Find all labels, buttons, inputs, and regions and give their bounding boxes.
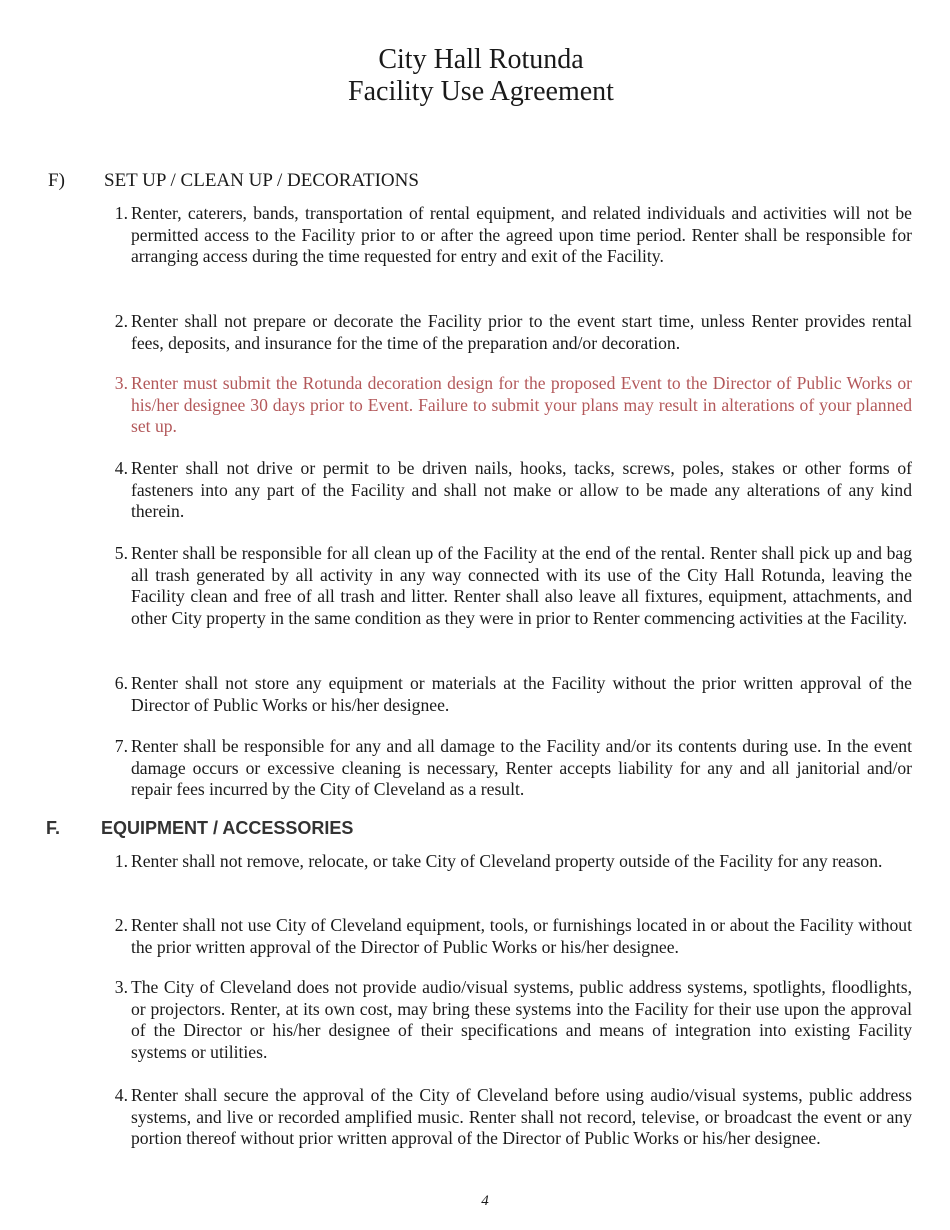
list-item-text: Renter shall not remove, relocate, or take City of Cleveland property outside of the Facility for any reason.: [131, 851, 883, 871]
list-item: [100, 1085, 912, 1150]
list-item: [100, 736, 912, 801]
list-item-text: Renter shall not use City of Cleveland equipment, tools, or furnishings located in or about the Facility without the prior written approval of the Director of Public Works or his/her designee.: [131, 915, 912, 957]
list-item-number: 3.: [114, 373, 128, 393]
list-item-text: Renter shall be responsible for any and all damage to the Facility and/or its contents during use. In the event damage occurs or excessive cleaning is necessary, Renter accepts liability for any and all janitorial and/or repair fees incurred by the City of Cleveland as a result.: [131, 736, 912, 800]
list-item-number: 6.: [114, 673, 128, 693]
list-item: [100, 673, 912, 716]
list-item-text: Renter shall not prepare or decorate the Facility prior to the event start time, unless Renter provides rental fees, deposits, and insurance for the time of the preparation and/or decoration.: [131, 311, 912, 353]
section-heading: SET UP / CLEAN UP / DECORATIONS: [104, 170, 419, 191]
list-item-text: The City of Cleveland does not provide audio/visual systems, public address systems, spotlights, floodlights, or projectors. Renter, at its own cost, may bring these systems into the Facility for their use upon the approval of the Director or his/her designee of their specifications and means of integration into existing Facility systems or utilities.: [131, 977, 912, 1062]
list-item: [100, 915, 912, 958]
page-number: 4: [481, 1193, 489, 1209]
document-title: City Hall Rotunda: [378, 44, 584, 75]
list-item: [100, 851, 912, 873]
list-item-number: 2.: [114, 915, 128, 935]
list-item: [100, 458, 912, 523]
list-item-text: Renter shall be responsible for all clean up of the Facility at the end of the rental. Renter shall pick up and bag all trash generated by all activity in any way connected with its use of the City Hall Rotunda, leaving the Facility clean and free of all trash and litter. Renter shall also leave all fixtures, equipment, attachments, and other City property in the same condition as they were in prior to Renter commencing activities at the Facility.: [131, 543, 912, 628]
list-item-number: 1.: [114, 203, 128, 223]
list-item-number: 7.: [114, 736, 128, 756]
list-item-number: 4.: [114, 1085, 128, 1105]
list-item-number: 5.: [114, 543, 128, 563]
list-item-number: 4.: [114, 458, 128, 478]
list-item: [100, 203, 912, 268]
list-item-text: Renter, caterers, bands, transportation of rental equipment, and related individuals and activities will not be permitted access to the Facility prior to or after the agreed upon time period. Renter shall be responsible for arranging access during the time requested for entry and exit of the Facility.: [131, 203, 912, 267]
list-item-text: Renter shall not drive or permit to be driven nails, hooks, tacks, screws, poles, stakes or other forms of fasteners into any part of the Facility and shall not make or allow to be made any alterations of any kind therein.: [131, 458, 912, 522]
list-item: [100, 543, 912, 629]
list-item: [100, 977, 912, 1063]
list-item-highlighted: [100, 373, 912, 438]
list-item-text: Renter must submit the Rotunda decoration design for the proposed Event to the Director of Public Works or his/her designee 30 days prior to Event. Failure to submit your plans may result in alterations of your planned set up.: [131, 373, 912, 437]
section-marker: F.: [46, 818, 61, 838]
section-heading: EQUIPMENT / ACCESSORIES: [101, 818, 354, 838]
list-item: [100, 311, 912, 354]
document-subtitle: Facility Use Agreement: [348, 76, 614, 107]
list-item-number: 3.: [114, 977, 128, 997]
list-item-number: 1.: [114, 851, 128, 871]
list-item-number: 2.: [114, 311, 128, 331]
section-marker: F): [48, 170, 65, 191]
list-item-text: Renter shall secure the approval of the City of Cleveland before using audio/visual systems, public address systems, and live or recorded amplified music. Renter shall not record, televise, or broadcast the event or any portion thereof without prior written approval of the Director of Public Works or his/her designee.: [131, 1085, 912, 1149]
list-item-text: Renter shall not store any equipment or materials at the Facility without the prior written approval of the Director of Public Works or his/her designee.: [131, 673, 912, 715]
